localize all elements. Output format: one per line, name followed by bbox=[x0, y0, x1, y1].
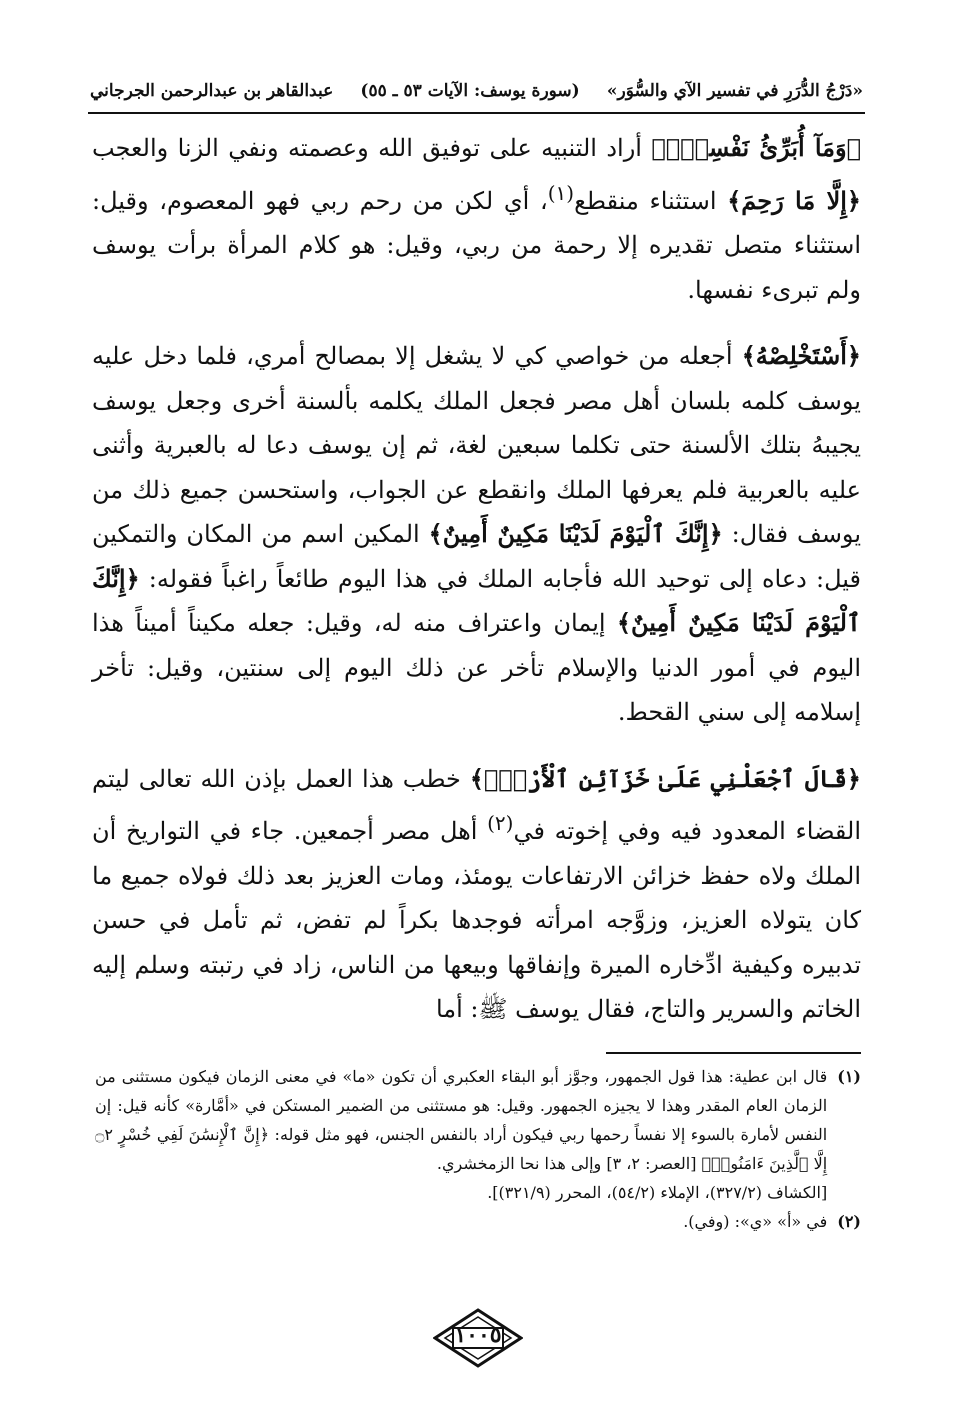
author-name: عبدالقاهر بن عبدالرحمن الجرجاني bbox=[90, 81, 334, 101]
surah-range: (سورة يوسف: الآيات ٥٣ ـ ٥٥) bbox=[360, 81, 580, 101]
footnote-sources: [الكشاف (٣٢٧/٢)، الإملاء (٥٤/٢)، المحرر (٣٢١/٩)]. bbox=[487, 1183, 828, 1202]
footnote-ref: (١) bbox=[547, 180, 575, 205]
paragraph-2 bbox=[92, 334, 861, 735]
footnote-number: (١) bbox=[837, 1067, 861, 1086]
footnote-ref: (٢) bbox=[487, 811, 514, 835]
commentary-text: المكين اسم من المكان والتمكين قيل: دعاه إلى توحيد الله فأجابه الملك في هذا اليوم طائعاً راغباً فقوله: bbox=[92, 520, 861, 593]
footnote-divider bbox=[606, 1052, 861, 1054]
footnote-number: (٢) bbox=[837, 1212, 861, 1231]
footnotes bbox=[95, 1062, 861, 1236]
paragraph-1 bbox=[92, 126, 861, 312]
footnote-text: في «أ» «ي»: (وفي). bbox=[683, 1212, 828, 1231]
header-divider bbox=[88, 112, 865, 114]
page-number: ١٠٠٥ bbox=[454, 1322, 502, 1348]
quran-quote: ﴿إِلَّا مَا رَحِمَ﴾ bbox=[727, 185, 861, 215]
commentary-text: ، أي لكن من رحم ربي فهو المعصوم، وقيل: استثناء متصل تقديره إلا رحمة من ربي، وقيل: هو كلام المرأة برأت يوسف ولم تبرىء نفسها. bbox=[92, 186, 861, 304]
quran-quote: ﴿إِنَّكَ ٱلْيَوْمَ لَدَيْنَا مَكِينٌ أَمِينٌ﴾ bbox=[92, 563, 861, 637]
footnote-1 bbox=[95, 1062, 861, 1207]
quran-quote: ﴿وَمَآ أُبَرِّئُ نَفْسِيٓۚ﴾ bbox=[651, 133, 861, 162]
quran-quote: ﴿أَسْتَخْلِصْهُ﴾ bbox=[741, 341, 861, 370]
commentary-text: أراد التنبيه على توفيق الله وعصمته ونفي الزنا والعجب bbox=[92, 134, 652, 162]
commentary-text: إيمان واعتراف منه له، وقيل: جعله مكيناً أميناً هذا اليوم في أمور الدنيا والإسلام تأخر عن ذلك اليوم إلى سنتين، وقيل: تأخر إسلامه إلى سني القحط. bbox=[92, 609, 861, 726]
footnote-text: قال ابن عطية: هذا قول الجمهور، وجوَّز أبو البقاء العكبري أن تكون «ما» في معنى الزمان فيكون مستثنى من الزمان العام المقدر وهذا لا يجيزه الجمهور. وقيل: هو مستثنى من الضمير المستكن في «أمَّارة» كأنه قيل: إن النفس لأمارة بالسوء إلا نفساً رحمها ربي فيكون أراد بالنفس الجنس، فهو مثل قوله: ﴿إِنَّ ٱلْإِنسَٰنَ لَفِي خُسْرٍ ۝٢ إِلَّا ٱلَّذِينَ ءَامَنُوا۟﴾ [العصر: ٢، ٣] وإلى هذا نحا الزمخشري. bbox=[95, 1067, 828, 1173]
book-title: «دَرْجُ الدُّرَرِ في تفسير الآي والسُّوَر» bbox=[606, 81, 863, 101]
main-text bbox=[92, 126, 861, 1032]
quran-quote: ﴿قَالَ ٱجْعَلْنِي عَلَىٰ خَزَآئِنِ ٱلْأَرْضِۖ﴾ bbox=[469, 763, 861, 793]
quran-quote: ﴿إِنَّكَ ٱلْيَوْمَ لَدَيْنَا مَكِينٌ أَمِينٌ﴾ bbox=[428, 519, 723, 548]
running-header bbox=[90, 72, 863, 110]
commentary-text: أجعله من خواصي كي لا يشغل إلا بمصالح أمري، فلما دخل عليه يوسف كلمه بلسان أهل مصر فجعل الملك يكلمه بألسنة أخرى وجعل يوسف يجيبهُ بتلك الألسنة حتى تكلما سبعين لغة، ثم إن يوسف دعا له بالعبرية وأثنى عليه بالعربية فلم يعرفها الملك وانقطع عن الجواب، واستحسن جميع ذلك من يوسف فقال: bbox=[92, 342, 862, 548]
commentary-text: خطب هذا العمل بإذن الله تعالى ليتم القضاء المعدود فيه وفي إخوته في bbox=[92, 764, 861, 845]
footnote-2 bbox=[95, 1207, 861, 1236]
commentary-text: أهل مصر أجمعين. جاء في التواريخ أن الملك ولاه حفظ خزائن الارتفاعات يومئذ، ومات العزيز بعد ذلك فولاه جميع ما كان يتولاه العزيز، وزوَّجه امرأته فوجدها بكراً لم تفض، ثم تأمل في حسن تدبيره وكيفية ادِّخاره الميرة وإنفاقها وبيعها من الناس، زاد في رتبته وسلم إليه الخاتم والسرير والتاج، فقال يوسف ﷺ: أما bbox=[92, 817, 861, 1023]
commentary-text: استثناء منقطع bbox=[574, 186, 728, 215]
paragraph-3 bbox=[92, 757, 861, 1032]
